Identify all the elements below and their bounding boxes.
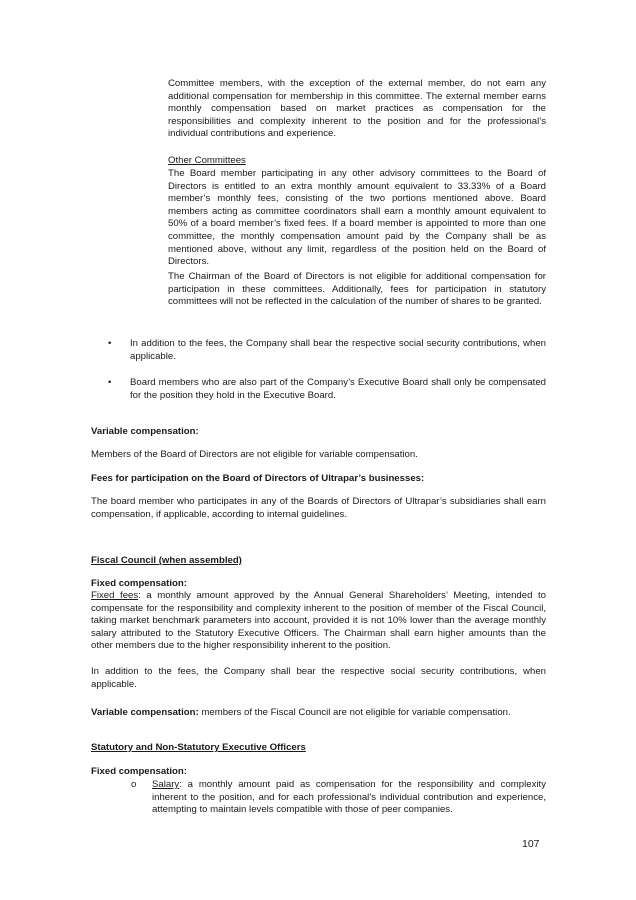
salary-label: Salary xyxy=(152,779,180,790)
fixed-fees-label: Fixed fees xyxy=(91,590,139,601)
salary-text-container xyxy=(152,779,546,817)
fiscal-council-heading: Fiscal Council (when assembled) xyxy=(91,555,242,566)
fiscal-council-fixed-fees-paragraph xyxy=(91,590,546,653)
fees-participation-heading: Fees for participation on the Board of Directors of Ultrapar’s businesses: xyxy=(91,473,425,484)
fiscal-variable-label: Variable compensation: xyxy=(91,707,199,718)
fiscal-council-fixed-heading: Fixed compensation: xyxy=(91,578,187,589)
bullet-item-social-security xyxy=(108,338,546,363)
executive-officers-heading: Statutory and Non-Statutory Executive Officers xyxy=(91,742,306,753)
fiscal-council-variable-paragraph xyxy=(91,707,546,720)
page-number: 107 xyxy=(522,838,540,850)
other-committees-paragraph-1: The Board member participating in any other advisory committees to the Board of Directors is entitled to an extra monthly amount equivalent to 33.33% of a Board member’s monthly fees, consisting of the two portions mentioned above. Board members acting as committee coordinators shall earn a monthly amount equivalent to 50% of a board member’s fixed fees. If a board member is appointed to more than one committee, the monthly compensation amount paid by the Company shall be as mentioned above, without any limit, regardless of the position held on the Board of Directors. xyxy=(168,168,546,268)
bullet-text: Board members who are also part of the Company’s Executive Board shall only be compensated for the position they hold in the Executive Board. xyxy=(130,377,546,401)
fiscal-variable-text: members of the Fiscal Council are not eligible for variable compensation. xyxy=(198,707,511,718)
bullet-item-executive-board xyxy=(108,377,546,402)
bullet-mark: • xyxy=(108,377,112,388)
circle-bullet-icon: o xyxy=(131,779,137,790)
fiscal-council-social-security-text: In addition to the fees, the Company shall bear the respective social security contributions, when applicable. xyxy=(91,666,546,690)
other-committees-paragraph-2: The Chairman of the Board of Directors is not eligible for additional compensation for participation in these committees. Additionally, fees for participation in statutory committees will not be reflected in the calculation of the number of shares to be granted. xyxy=(168,271,546,308)
variable-compensation-heading: Variable compensation: xyxy=(91,426,199,437)
executive-fixed-heading: Fixed compensation: xyxy=(91,766,187,777)
bullet-mark: • xyxy=(108,338,112,349)
other-committees-heading: Other Committees xyxy=(168,155,246,166)
fees-participation-text: The board member who participates in any of the Boards of Directors of Ultrapar’s subsidiaries shall earn compensation, if applicable, according to internal guidelines. xyxy=(91,496,546,520)
salary-list-item xyxy=(131,779,546,817)
fixed-fees-text: : a monthly amount approved by the Annual General Shareholders’ Meeting, intended to compensate for the responsibility and complexity inherent to the position of member of the Fiscal Council, taking market benchmark parameters into account, provided it is not 10% lower than the average monthly salary attributed to the Statutory Executive Officers. The Chairman shall earn higher amounts than the other members due to the higher responsibility inherent to the position. xyxy=(91,590,546,652)
salary-text: : a monthly amount paid as compensation for the responsibility and complexity inherent to the position, and for each professional’s individual contribution and experience, attempting to maintain levels compatible with those of peer companies. xyxy=(152,779,546,816)
committee-intro-paragraph: Committee members, with the exception of the external member, do not earn any additional compensation for membership in this committee. The external member earns monthly compensation based on market practices as compensation for the responsibilities and complexity inherent to the position and for the professional’s individual contributions and experience. xyxy=(168,78,546,140)
variable-compensation-text: Members of the Board of Directors are not eligible for variable compensation. xyxy=(91,449,418,460)
bullet-text: In addition to the fees, the Company shall bear the respective social security contributions, when applicable. xyxy=(130,338,546,362)
